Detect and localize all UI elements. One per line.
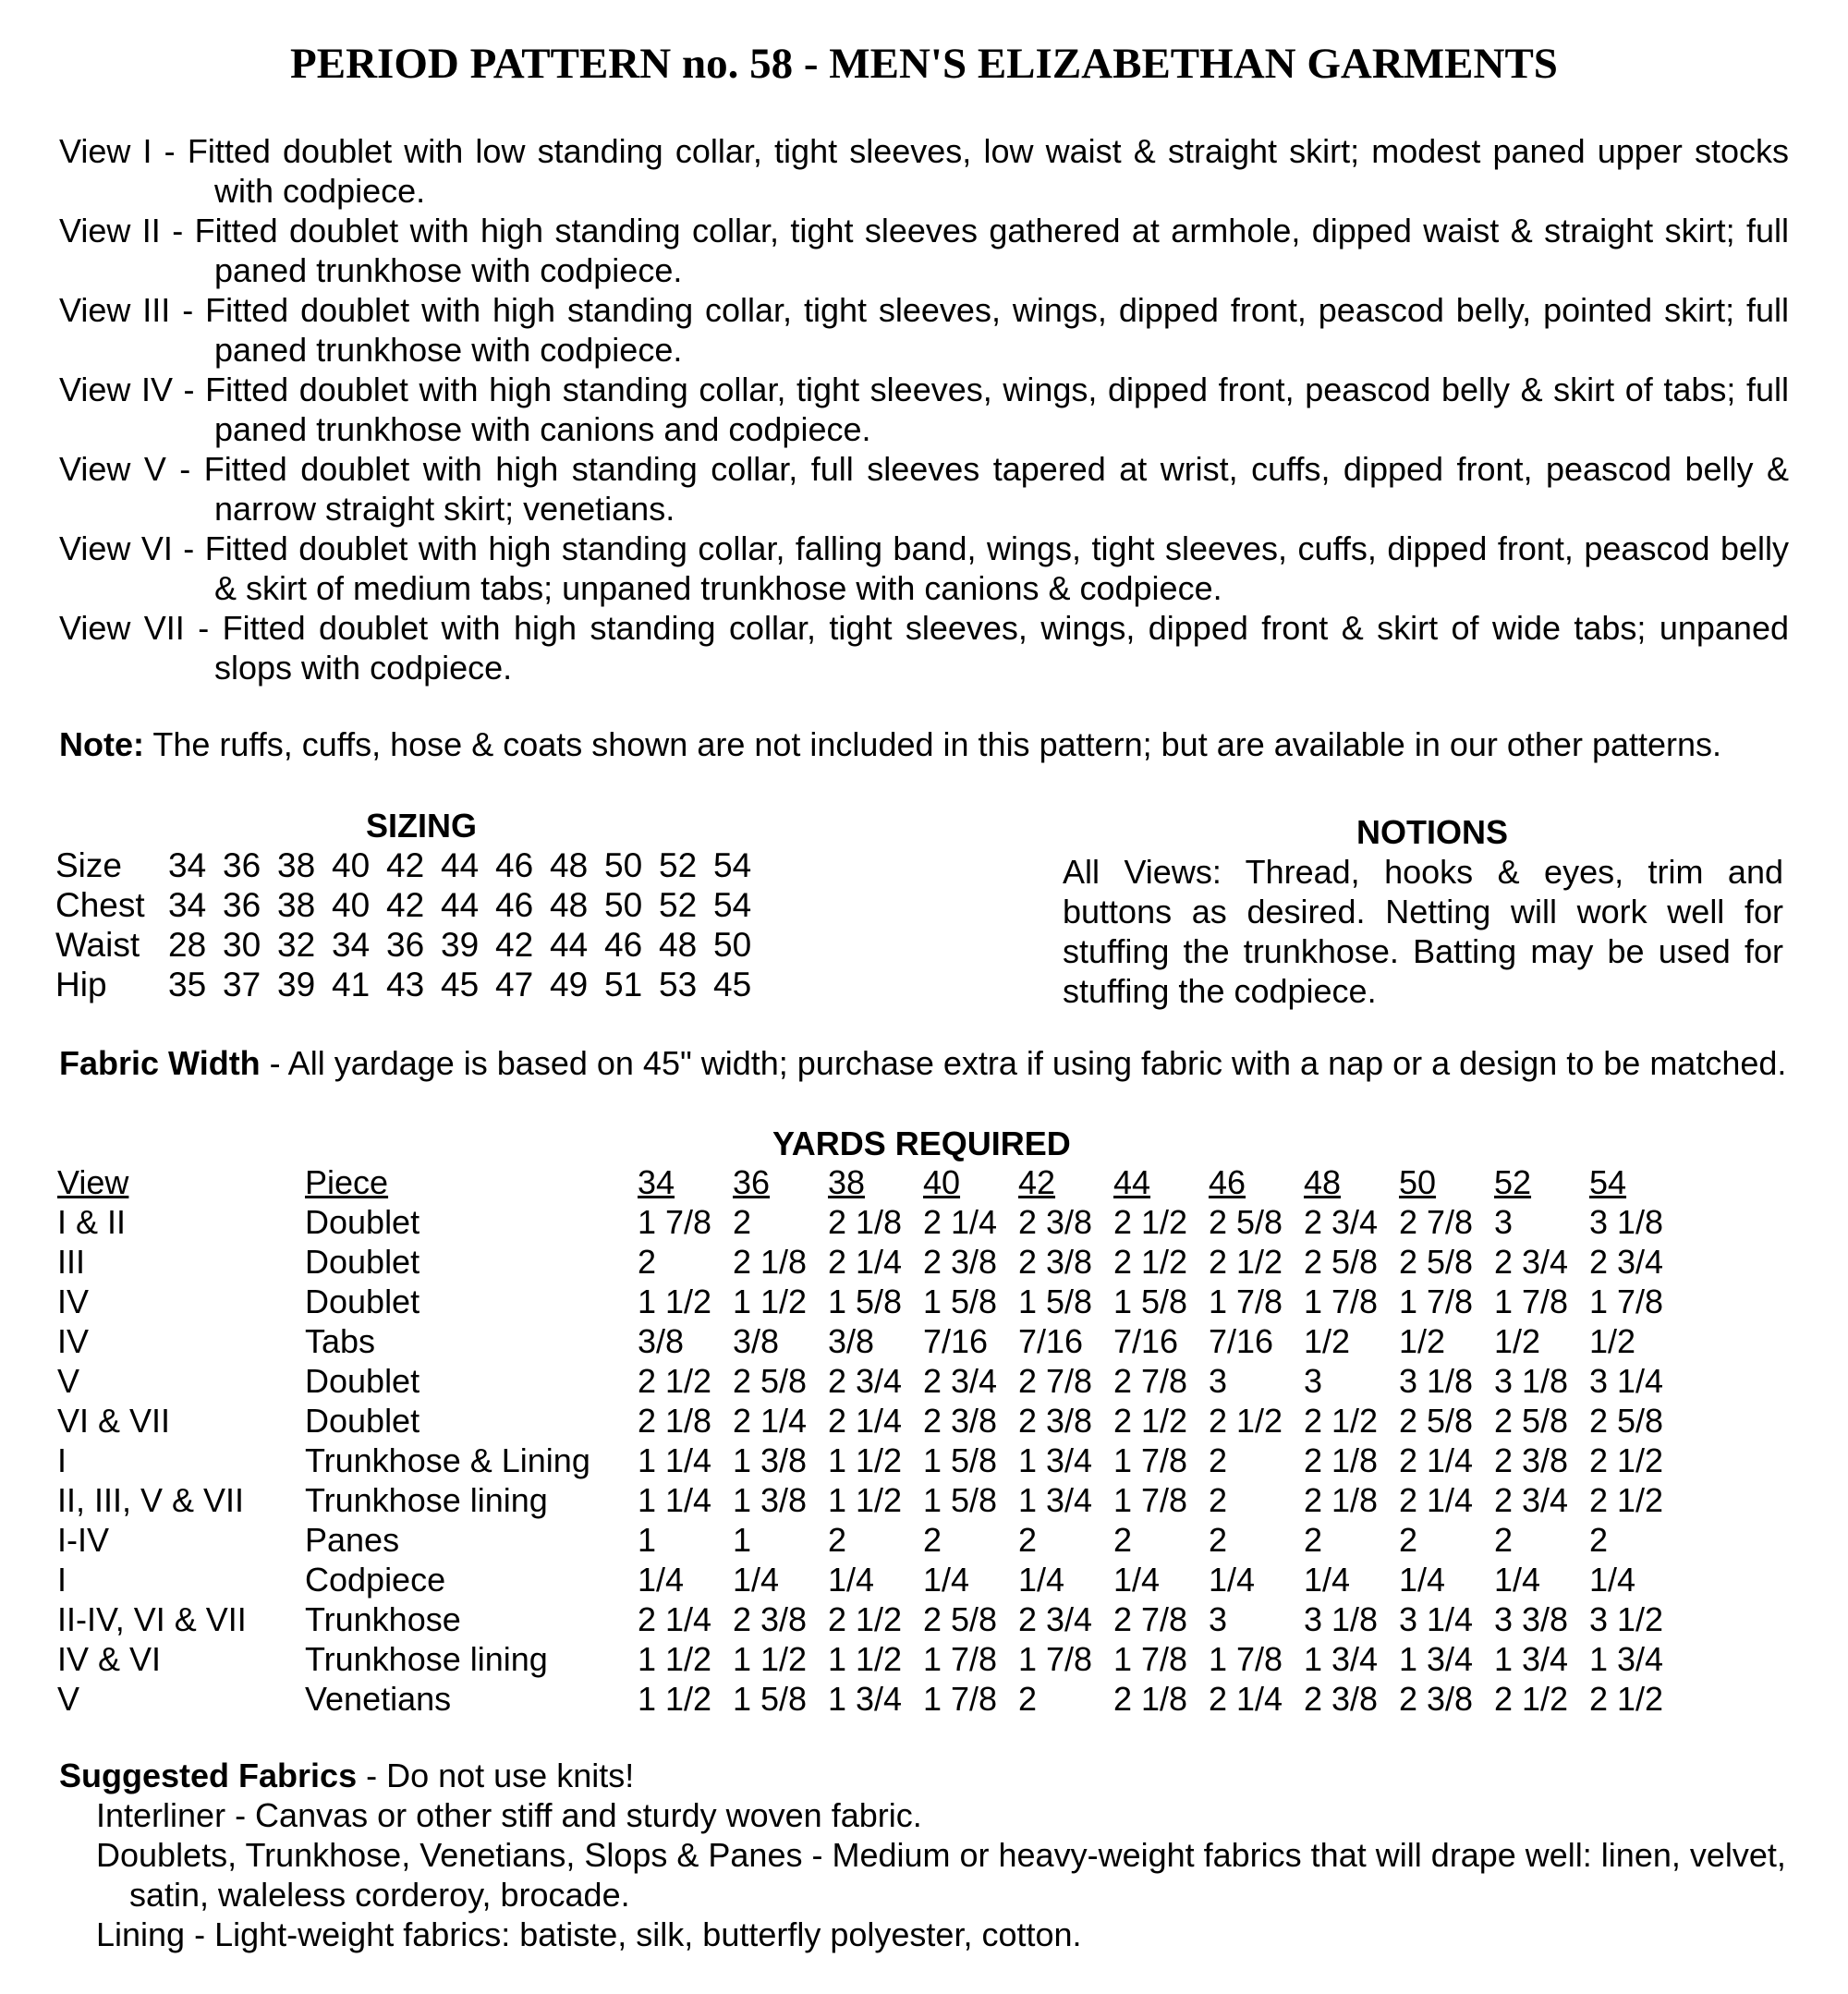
cell-yardage: 1 7/8 <box>1494 1282 1569 1320</box>
sizing-cell: 43 <box>386 965 425 1003</box>
cell-view: I <box>57 1441 67 1479</box>
view-text: Fitted doublet with high standing collar, tight sleeves, wings, dipped front & skirt of wide tabs; unpaned slops with codpiece. <box>214 609 1789 687</box>
cell-yardage: 2 1/2 <box>1209 1401 1283 1440</box>
note <box>59 725 1721 764</box>
view-descriptions <box>59 131 1789 687</box>
cell-piece: Doublet <box>305 1242 420 1281</box>
cell-yardage: 1 5/8 <box>923 1441 998 1479</box>
sizing-cell: 46 <box>604 925 643 964</box>
cell-yardage: 1 1/2 <box>828 1441 903 1479</box>
sizing-row-label: Waist <box>55 925 140 964</box>
cell-view: V <box>57 1679 80 1718</box>
cell-yardage: 2 1/2 <box>1589 1480 1664 1519</box>
cell-yardage: 1/4 <box>1589 1560 1636 1599</box>
cell-yardage: 1 3/4 <box>828 1679 903 1718</box>
cell-view: II-IV, VI & VII <box>57 1599 247 1638</box>
cell-yardage: 1 1/2 <box>638 1679 712 1718</box>
cell-yardage: 2 1/2 <box>1589 1441 1664 1479</box>
sizing-cell: 51 <box>604 965 643 1003</box>
cell-yardage: 1/4 <box>923 1560 970 1599</box>
view-text: Fitted doublet with high standing collar, full sleeves tapered at wrist, cuffs, dipped front, peascod belly & narrow straight skirt; venetians. <box>203 450 1789 528</box>
cell-yardage: 3 <box>1209 1361 1228 1400</box>
cell-yardage: 2 3/8 <box>1304 1679 1379 1718</box>
sizing-cell: 40 <box>332 885 371 924</box>
cell-yardage: 3 <box>1304 1361 1323 1400</box>
cell-yardage: 2 1/8 <box>828 1202 903 1241</box>
cell-piece: Trunkhose lining <box>305 1480 548 1519</box>
sizing-cell: 46 <box>495 845 534 884</box>
cell-yardage: 2 1/8 <box>638 1401 712 1440</box>
cell-yardage: 2 5/8 <box>1304 1242 1379 1281</box>
sizing-row <box>55 925 768 965</box>
cell-yardage: 2 <box>1304 1520 1323 1559</box>
cell-view: II, III, V & VII <box>57 1480 245 1519</box>
fabric-width-note <box>59 1044 1786 1083</box>
cell-yardage: 1/4 <box>1494 1560 1541 1599</box>
cell-yardage: 2 <box>1589 1520 1609 1559</box>
table-row <box>57 1599 1684 1639</box>
sizing-cell: 53 <box>659 965 698 1003</box>
column-header-size: 40 <box>923 1162 961 1201</box>
notions-text: All Views: Thread, hooks & eyes, trim and buttons as desired. Netting will work well for stuffing the trunkhose. Batting may be used for stuffing the codpiece. <box>1063 853 1783 1010</box>
cell-piece: Panes <box>305 1520 400 1559</box>
suggested-label: Suggested Fabrics <box>59 1757 358 1794</box>
sizing-cell: 46 <box>495 885 534 924</box>
cell-view: IV & VI <box>57 1639 162 1678</box>
suggested-item: Doublets, Trunkhose, Venetians, Slops & Panes - Medium or heavy-weight fabrics that will drape well: linen, velvet, satin, waleless corderoy, brocade. <box>96 1836 1786 1914</box>
cell-yardage: 3 1/4 <box>1589 1361 1664 1400</box>
cell-yardage: 2 5/8 <box>1209 1202 1283 1241</box>
sizing-cell: 36 <box>386 925 425 964</box>
cell-view: VI & VII <box>57 1401 171 1440</box>
sizing-cell: 36 <box>223 885 261 924</box>
cell-yardage: 2 <box>638 1242 657 1281</box>
cell-yardage: 1 7/8 <box>923 1679 998 1718</box>
sizing-cell: 38 <box>277 885 316 924</box>
sizing-row <box>55 885 768 925</box>
cell-yardage: 2 1/2 <box>1589 1679 1664 1718</box>
cell-yardage: 1/4 <box>1018 1560 1065 1599</box>
sizing-table <box>55 845 768 1004</box>
cell-yardage: 1 3/4 <box>1304 1639 1379 1678</box>
cell-yardage: 2 1/8 <box>1113 1679 1188 1718</box>
cell-piece: Trunkhose lining <box>305 1639 548 1678</box>
cell-piece: Trunkhose & Lining <box>305 1441 590 1479</box>
column-header-size: 46 <box>1209 1162 1246 1201</box>
table-row <box>57 1520 1684 1560</box>
cell-piece: Tabs <box>305 1321 376 1360</box>
sizing-cell: 54 <box>713 845 752 884</box>
cell-yardage: 1/2 <box>1399 1321 1446 1360</box>
cell-yardage: 1 7/8 <box>1304 1282 1379 1320</box>
note-text: The ruffs, cuffs, hose & coats shown are not included in this pattern; but are available in our other patterns. <box>152 725 1722 763</box>
table-row <box>57 1639 1684 1679</box>
view-text: Fitted doublet with high standing collar, falling band, wings, tight sleeves, cuffs, dipped front, peascod belly & skirt of medium tabs; unpaned trunkhose with canions & codpiece. <box>204 529 1789 607</box>
cell-yardage: 2 1/2 <box>638 1361 712 1400</box>
cell-yardage: 2 <box>1399 1520 1418 1559</box>
cell-yardage: 3 1/8 <box>1589 1202 1664 1241</box>
table-row <box>57 1321 1684 1361</box>
column-header-size: 48 <box>1304 1162 1342 1201</box>
sizing-cell: 52 <box>659 845 698 884</box>
cell-yardage: 2 <box>733 1202 752 1241</box>
sizing-cell: 40 <box>332 845 371 884</box>
cell-yardage: 2 <box>828 1520 847 1559</box>
cell-yardage: 2 3/8 <box>1018 1242 1093 1281</box>
cell-yardage: 1 7/8 <box>638 1202 712 1241</box>
cell-yardage: 2 <box>1209 1441 1228 1479</box>
cell-yardage: 1 7/8 <box>1018 1639 1093 1678</box>
cell-yardage: 1 1/2 <box>638 1639 712 1678</box>
sizing-cell: 34 <box>332 925 371 964</box>
cell-view: IV <box>57 1321 90 1360</box>
sizing-row <box>55 965 768 1004</box>
cell-yardage: 1 7/8 <box>1209 1639 1283 1678</box>
cell-yardage: 3/8 <box>638 1321 685 1360</box>
cell-yardage: 1/4 <box>1399 1560 1446 1599</box>
view-label: View III - <box>59 291 194 329</box>
cell-yardage: 1 3/4 <box>1018 1480 1093 1519</box>
view-item <box>59 608 1789 687</box>
cell-yardage: 3 <box>1494 1202 1514 1241</box>
cell-yardage: 2 1/2 <box>1494 1679 1569 1718</box>
cell-yardage: 1 1/2 <box>733 1639 808 1678</box>
cell-yardage: 2 1/2 <box>1113 1202 1188 1241</box>
column-header-size: 36 <box>733 1162 771 1201</box>
view-item <box>59 370 1789 449</box>
column-header-size: 34 <box>638 1162 675 1201</box>
cell-yardage: 2 7/8 <box>1399 1202 1474 1241</box>
yards-table <box>57 1162 1684 1719</box>
cell-yardage: 2 3/4 <box>923 1361 998 1400</box>
cell-view: V <box>57 1361 80 1400</box>
column-header-piece: Piece <box>305 1162 389 1201</box>
view-text: Fitted doublet with low standing collar, tight sleeves, low waist & straight skirt; modest paned upper stocks with codpiece. <box>187 132 1789 210</box>
view-item <box>59 449 1789 529</box>
cell-yardage: 2 <box>1494 1520 1514 1559</box>
cell-yardage: 3/8 <box>733 1321 780 1360</box>
cell-yardage: 1 3/8 <box>733 1441 808 1479</box>
table-row <box>57 1441 1684 1480</box>
cell-yardage: 3 3/8 <box>1494 1599 1569 1638</box>
view-text: Fitted doublet with high standing collar, tight sleeves, wings, dipped front, peascod belly, pointed skirt; full paned trunkhose with codpiece. <box>205 291 1789 369</box>
suggested-item: Lining - Light-weight fabrics: batiste, silk, butterfly polyester, cotton. <box>96 1915 1082 1953</box>
cell-piece: Venetians <box>305 1679 452 1718</box>
cell-yardage: 2 1/8 <box>1304 1441 1379 1479</box>
sizing-cell: 37 <box>223 965 261 1003</box>
cell-yardage: 2 1/2 <box>1304 1401 1379 1440</box>
cell-yardage: 7/16 <box>1209 1321 1274 1360</box>
view-item <box>59 290 1789 370</box>
cell-yardage: 7/16 <box>1018 1321 1084 1360</box>
cell-yardage: 1 3/4 <box>1494 1639 1569 1678</box>
cell-yardage: 2 <box>1018 1679 1038 1718</box>
table-row <box>57 1202 1684 1242</box>
cell-yardage: 2 <box>1113 1520 1133 1559</box>
cell-yardage: 2 3/8 <box>1494 1441 1569 1479</box>
cell-yardage: 1 7/8 <box>1113 1639 1188 1678</box>
cell-yardage: 7/16 <box>1113 1321 1179 1360</box>
cell-view: IV <box>57 1282 90 1320</box>
sizing-cell: 49 <box>550 965 589 1003</box>
cell-piece: Codpiece <box>305 1560 446 1599</box>
table-row <box>57 1282 1684 1321</box>
suggested-fabrics <box>59 1756 1787 1954</box>
sizing-cell: 50 <box>604 845 643 884</box>
cell-yardage: 1 7/8 <box>1113 1441 1188 1479</box>
cell-yardage: 1 1/4 <box>638 1441 712 1479</box>
cell-yardage: 1 1/4 <box>638 1480 712 1519</box>
sizing-cell: 39 <box>441 925 480 964</box>
cell-yardage: 2 3/8 <box>1018 1202 1093 1241</box>
cell-yardage: 2 1/4 <box>923 1202 998 1241</box>
cell-yardage: 1 3/4 <box>1399 1639 1474 1678</box>
cell-yardage: 2 1/8 <box>1304 1480 1379 1519</box>
cell-yardage: 1 5/8 <box>923 1480 998 1519</box>
sizing-cell: 44 <box>550 925 589 964</box>
cell-yardage: 7/16 <box>923 1321 989 1360</box>
cell-yardage: 1 7/8 <box>1209 1282 1283 1320</box>
cell-yardage: 2 <box>1209 1480 1228 1519</box>
yards-heading: YARDS REQUIRED <box>772 1125 1071 1162</box>
view-item <box>59 131 1789 211</box>
cell-yardage: 1 7/8 <box>1589 1282 1664 1320</box>
sizing-cell: 45 <box>441 965 480 1003</box>
cell-yardage: 2 <box>1018 1520 1038 1559</box>
sizing-cell: 52 <box>659 885 698 924</box>
cell-yardage: 2 3/8 <box>923 1401 998 1440</box>
cell-piece: Doublet <box>305 1361 420 1400</box>
sizing-cell: 34 <box>168 885 207 924</box>
cell-yardage: 2 1/2 <box>1209 1242 1283 1281</box>
view-item <box>59 211 1789 290</box>
fabric-width-label: Fabric Width <box>59 1044 261 1082</box>
sizing-cell: 38 <box>277 845 316 884</box>
view-label: View IV - <box>59 371 195 408</box>
cell-yardage: 2 1/4 <box>733 1401 808 1440</box>
sizing-cell: 42 <box>386 845 425 884</box>
column-header-size: 54 <box>1589 1162 1627 1201</box>
cell-yardage: 3 1/8 <box>1304 1599 1379 1638</box>
cell-yardage: 1/4 <box>1304 1560 1351 1599</box>
column-header-size: 44 <box>1113 1162 1151 1201</box>
sizing-cell: 54 <box>713 885 752 924</box>
cell-yardage: 3 1/2 <box>1589 1599 1664 1638</box>
cell-piece: Doublet <box>305 1282 420 1320</box>
cell-yardage: 1 5/8 <box>923 1282 998 1320</box>
cell-yardage: 2 1/4 <box>1209 1679 1283 1718</box>
cell-yardage: 1 1/2 <box>733 1282 808 1320</box>
sizing-cell: 34 <box>168 845 207 884</box>
page-title: PERIOD PATTERN no. 58 - MEN'S ELIZABETHAN GARMENTS <box>290 40 1558 88</box>
sizing-cell: 42 <box>386 885 425 924</box>
cell-yardage: 2 1/4 <box>1399 1480 1474 1519</box>
cell-piece: Doublet <box>305 1202 420 1241</box>
fabric-width-text: - All yardage is based on 45" width; purchase extra if using fabric with a nap or a design to be matched. <box>260 1044 1787 1082</box>
view-item <box>59 529 1789 608</box>
cell-yardage: 3 1/8 <box>1399 1361 1474 1400</box>
cell-yardage: 2 1/4 <box>1399 1441 1474 1479</box>
sizing-cell: 41 <box>332 965 371 1003</box>
sizing-cell: 44 <box>441 885 480 924</box>
cell-yardage: 2 5/8 <box>1589 1401 1664 1440</box>
table-row <box>57 1679 1684 1719</box>
cell-yardage: 2 3/4 <box>1304 1202 1379 1241</box>
view-label: View VII - <box>59 609 210 647</box>
sizing-cell: 42 <box>495 925 534 964</box>
cell-yardage: 2 <box>1209 1520 1228 1559</box>
cell-yardage: 2 3/8 <box>1018 1401 1093 1440</box>
cell-yardage: 1 5/8 <box>828 1282 903 1320</box>
cell-yardage: 1/4 <box>1113 1560 1161 1599</box>
cell-yardage: 1 1/2 <box>828 1639 903 1678</box>
cell-yardage: 2 3/8 <box>1399 1679 1474 1718</box>
cell-view: I <box>57 1560 67 1599</box>
cell-yardage: 1/4 <box>828 1560 875 1599</box>
table-row <box>57 1560 1684 1599</box>
cell-yardage: 1/4 <box>733 1560 780 1599</box>
cell-yardage: 1/4 <box>638 1560 685 1599</box>
cell-yardage: 2 3/4 <box>828 1361 903 1400</box>
cell-yardage: 2 1/2 <box>1113 1242 1188 1281</box>
sizing-heading: SIZING <box>366 807 478 845</box>
cell-view: I & II <box>57 1202 127 1241</box>
cell-view: III <box>57 1242 86 1281</box>
sizing-cell: 39 <box>277 965 316 1003</box>
sizing-cell: 50 <box>713 925 752 964</box>
cell-yardage: 2 1/4 <box>828 1401 903 1440</box>
cell-yardage: 1 <box>638 1520 657 1559</box>
cell-yardage: 2 1/8 <box>733 1242 808 1281</box>
cell-yardage: 1 7/8 <box>1113 1480 1188 1519</box>
cell-yardage: 1 3/4 <box>1589 1639 1664 1678</box>
sizing-cell: 44 <box>441 845 480 884</box>
sizing-cell: 50 <box>604 885 643 924</box>
column-header-view: View <box>57 1162 129 1201</box>
cell-yardage: 2 3/4 <box>1494 1242 1569 1281</box>
cell-yardage: 2 1/2 <box>828 1599 903 1638</box>
cell-yardage: 2 1/4 <box>828 1242 903 1281</box>
sizing-cell: 36 <box>223 845 261 884</box>
suggested-item: Interliner - Canvas or other stiff and sturdy woven fabric. <box>96 1796 922 1834</box>
cell-yardage: 3 1/4 <box>1399 1599 1474 1638</box>
cell-yardage: 1 1/2 <box>828 1480 903 1519</box>
view-label: View V - <box>59 450 191 488</box>
cell-yardage: 1 5/8 <box>1018 1282 1093 1320</box>
cell-piece: Doublet <box>305 1401 420 1440</box>
cell-yardage: 1/2 <box>1494 1321 1541 1360</box>
cell-yardage: 2 7/8 <box>1113 1361 1188 1400</box>
sizing-cell: 45 <box>713 965 752 1003</box>
cell-yardage: 2 7/8 <box>1113 1599 1188 1638</box>
cell-yardage: 2 5/8 <box>1494 1401 1569 1440</box>
cell-yardage: 1/4 <box>1209 1560 1256 1599</box>
column-header-size: 50 <box>1399 1162 1437 1201</box>
cell-yardage: 2 5/8 <box>733 1361 808 1400</box>
suggested-heading <box>59 1756 1787 1795</box>
table-row <box>57 1480 1684 1520</box>
table-row <box>57 1361 1684 1401</box>
cell-yardage: 1 3/8 <box>733 1480 808 1519</box>
suggested-text: - Do not use knits! <box>357 1757 635 1794</box>
view-label: View I - <box>59 132 176 170</box>
sizing-cell: 28 <box>168 925 207 964</box>
cell-yardage: 3 <box>1209 1599 1228 1638</box>
sizing-row-label: Size <box>55 845 122 884</box>
sizing-row-label: Hip <box>55 965 107 1003</box>
sizing-cell: 48 <box>550 885 589 924</box>
cell-yardage: 2 1/2 <box>1113 1401 1188 1440</box>
cell-yardage: 1 7/8 <box>923 1639 998 1678</box>
cell-yardage: 1/2 <box>1304 1321 1351 1360</box>
cell-yardage: 2 5/8 <box>1399 1401 1474 1440</box>
cell-yardage: 2 5/8 <box>1399 1242 1474 1281</box>
cell-yardage: 1 <box>733 1520 752 1559</box>
view-label: View VI - <box>59 529 195 567</box>
sizing-cell: 30 <box>223 925 261 964</box>
cell-piece: Trunkhose <box>305 1599 461 1638</box>
sizing-row-label: Chest <box>55 885 145 924</box>
cell-yardage: 2 5/8 <box>923 1599 998 1638</box>
sizing-cell: 47 <box>495 965 534 1003</box>
cell-yardage: 1 5/8 <box>1113 1282 1188 1320</box>
sizing-row <box>55 845 768 885</box>
note-label: Note: <box>59 725 144 763</box>
view-text: Fitted doublet with high standing collar, tight sleeves, wings, dipped front, peascod belly & skirt of tabs; full paned trunkhose with canions and codpiece. <box>205 371 1790 448</box>
cell-view: I-IV <box>57 1520 110 1559</box>
cell-yardage: 3/8 <box>828 1321 875 1360</box>
view-text: Fitted doublet with high standing collar, tight sleeves gathered at armhole, dipped waist & straight skirt; full paned trunkhose with codpiece. <box>194 212 1790 289</box>
sizing-cell: 48 <box>659 925 698 964</box>
cell-yardage: 1 5/8 <box>733 1679 808 1718</box>
cell-yardage: 1 7/8 <box>1399 1282 1474 1320</box>
table-row <box>57 1242 1684 1282</box>
sizing-cell: 35 <box>168 965 207 1003</box>
sizing-cell: 48 <box>550 845 589 884</box>
cell-yardage: 1 1/2 <box>638 1282 712 1320</box>
cell-yardage: 1 3/4 <box>1018 1441 1093 1479</box>
notions-heading: NOTIONS <box>1356 813 1509 851</box>
cell-yardage: 2 3/4 <box>1018 1599 1093 1638</box>
column-header-size: 38 <box>828 1162 866 1201</box>
cell-yardage: 2 1/4 <box>638 1599 712 1638</box>
cell-yardage: 2 <box>923 1520 942 1559</box>
cell-yardage: 3 1/8 <box>1494 1361 1569 1400</box>
sizing-cell: 32 <box>277 925 316 964</box>
cell-yardage: 1/2 <box>1589 1321 1636 1360</box>
cell-yardage: 2 3/8 <box>923 1242 998 1281</box>
column-header-size: 42 <box>1018 1162 1056 1201</box>
table-row <box>57 1401 1684 1441</box>
cell-yardage: 2 3/8 <box>733 1599 808 1638</box>
cell-yardage: 2 3/4 <box>1494 1480 1569 1519</box>
column-header-size: 52 <box>1494 1162 1532 1201</box>
cell-yardage: 2 3/4 <box>1589 1242 1664 1281</box>
cell-yardage: 2 7/8 <box>1018 1361 1093 1400</box>
view-label: View II - <box>59 212 184 249</box>
